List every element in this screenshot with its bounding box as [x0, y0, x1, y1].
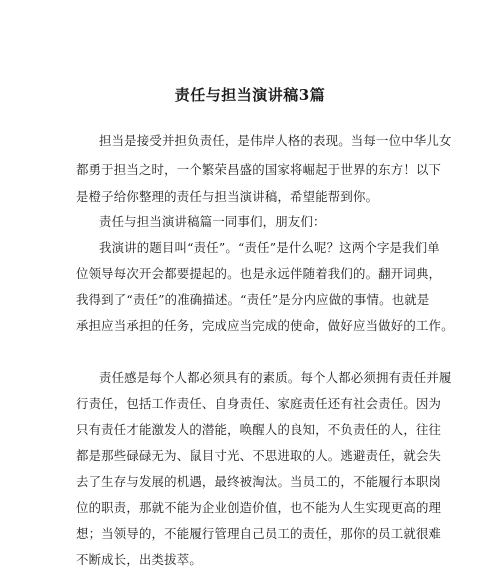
section-heading: 责任与担当演讲稿篇一同事们，朋友们：	[99, 214, 326, 229]
paragraph2-line-4: 都是那些碌碌无为、鼠目寸光、不思进取的人。逃避责任，就会失	[76, 448, 442, 463]
paragraph2-line-2: 行责任，包括工作责任、自身责任、家庭责任还有社会责任。因为	[76, 396, 442, 411]
intro-line-2: 都勇于担当之时，一个繁荣昌盛的国家将崛起于世界的东方！以下	[76, 162, 442, 177]
paragraph1-line-3: 我得到了“责任”的准确描述。“责任”是分内应做的事情。也就是	[76, 292, 430, 307]
paragraph1-line-1: 我演讲的题目叫“责任”。“责任”是什么呢？这两个字是我们单	[99, 240, 440, 255]
paragraph2-line-3: 只有责任才能激发人的潜能，唤醒人的良知，不负责任的人，往往	[76, 422, 442, 437]
paragraph2-line-8: 不断成长，出类拔萃。	[76, 552, 202, 567]
intro-line-3: 是橙子给你整理的责任与担当演讲稿，希望能帮到你。	[76, 189, 379, 204]
intro-line-1: 担当是接受并担负责任，是伟岸人格的表现。当每一位中华儿女	[99, 133, 452, 148]
paragraph1-line-4: 承担应当承担的任务，完成应当完成的使命，做好应当做好的工作。	[76, 318, 454, 333]
paragraph2-line-1: 责任感是每个人都必须具有的素质。每个人都必须拥有责任并履	[99, 370, 452, 385]
paragraph1-line-2: 位领导每次开会都要提起的。也是永远伴随着我们的。翻开词典，	[76, 266, 442, 281]
paragraph2-line-6: 位的职责，那就不能为企业创造价值，也不能为人生实现更高的理	[76, 500, 442, 515]
paragraph2-line-5: 去了生存与发展的机遇，最终被淘汰。当员工的，不能履行本职岗	[76, 474, 442, 489]
paragraph2-line-7: 想；当领导的，不能履行管理自己员工的责任，那你的员工就很难	[76, 526, 442, 541]
document-title: 责任与担当演讲稿3篇	[174, 86, 326, 104]
